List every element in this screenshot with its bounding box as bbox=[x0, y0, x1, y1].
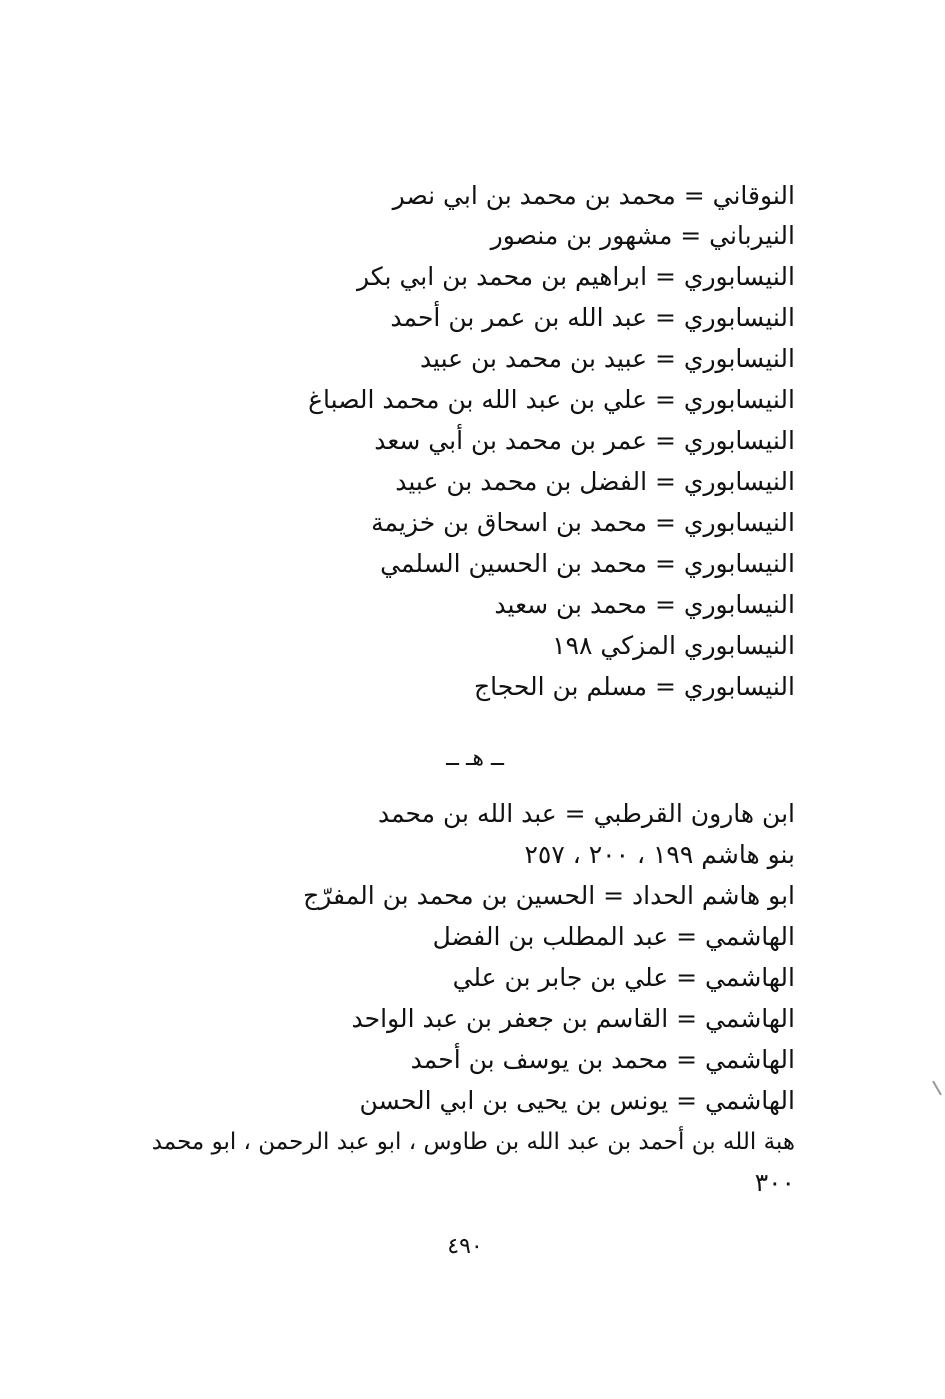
index-entry: النيسابوري = محمد بن سعيد bbox=[494, 590, 795, 619]
index-entry: بنو هاشم ١٩٩ ، ٢٠٠ ، ٢٥٧ bbox=[524, 840, 795, 869]
index-entry: النيسابوري = محمد بن الحسين السلمي bbox=[380, 549, 795, 578]
index-entry: الهاشمي = محمد بن يوسف بن أحمد bbox=[410, 1045, 795, 1074]
index-entry: النوقاني = محمد بن محمد بن ابي نصر bbox=[392, 181, 795, 210]
index-entry: النيسابوري = محمد بن اسحاق بن خزيمة bbox=[371, 508, 795, 537]
index-entry: النيسابوري = ابراهيم بن محمد بن ابي بكر bbox=[356, 262, 795, 291]
scan-mark bbox=[932, 1081, 942, 1096]
section-heading: ــ هـ ــ bbox=[446, 746, 504, 771]
index-entry: ابو هاشم الحداد = الحسين بن محمد بن المفرّج bbox=[303, 881, 795, 910]
index-entry: النيسابوري المزكي ١٩٨ bbox=[552, 631, 795, 660]
index-entry: ابن هارون القرطبي = عبد الله بن محمد bbox=[377, 799, 795, 828]
index-entry: الهاشمي = القاسم بن جعفر بن عبد الواحد bbox=[351, 1004, 795, 1033]
index-entry: النيسابوري = الفضل بن محمد بن عبيد bbox=[395, 467, 795, 496]
index-entry: الهاشمي = عبد المطلب بن الفضل bbox=[432, 922, 795, 951]
index-entry-continuation: ٣٠٠ bbox=[754, 1168, 795, 1197]
index-entry: النيسابوري = مسلم بن الحجاج bbox=[473, 672, 795, 701]
page-number: ٤٩٠ bbox=[447, 1234, 483, 1259]
index-entry: النيرباني = مشهور بن منصور bbox=[490, 221, 795, 250]
index-entry: الهاشمي = علي بن جابر بن علي bbox=[452, 963, 795, 992]
index-entry: النيسابوري = عمر بن محمد بن أبي سعد bbox=[374, 426, 795, 455]
index-entry: النيسابوري = عبد الله بن عمر بن أحمد bbox=[390, 303, 795, 332]
index-entry: الهاشمي = يونس بن يحيى بن ابي الحسن bbox=[359, 1086, 795, 1115]
index-entry: هبة الله بن أحمد بن عبد الله بن طاوس ، ابو عبد الرحمن ، ابو محمد bbox=[151, 1129, 795, 1155]
index-entry: النيسابوري = عبيد بن محمد بن عبيد bbox=[419, 344, 795, 373]
index-entry: النيسابوري = علي بن عبد الله بن محمد الصباغ bbox=[308, 385, 795, 414]
